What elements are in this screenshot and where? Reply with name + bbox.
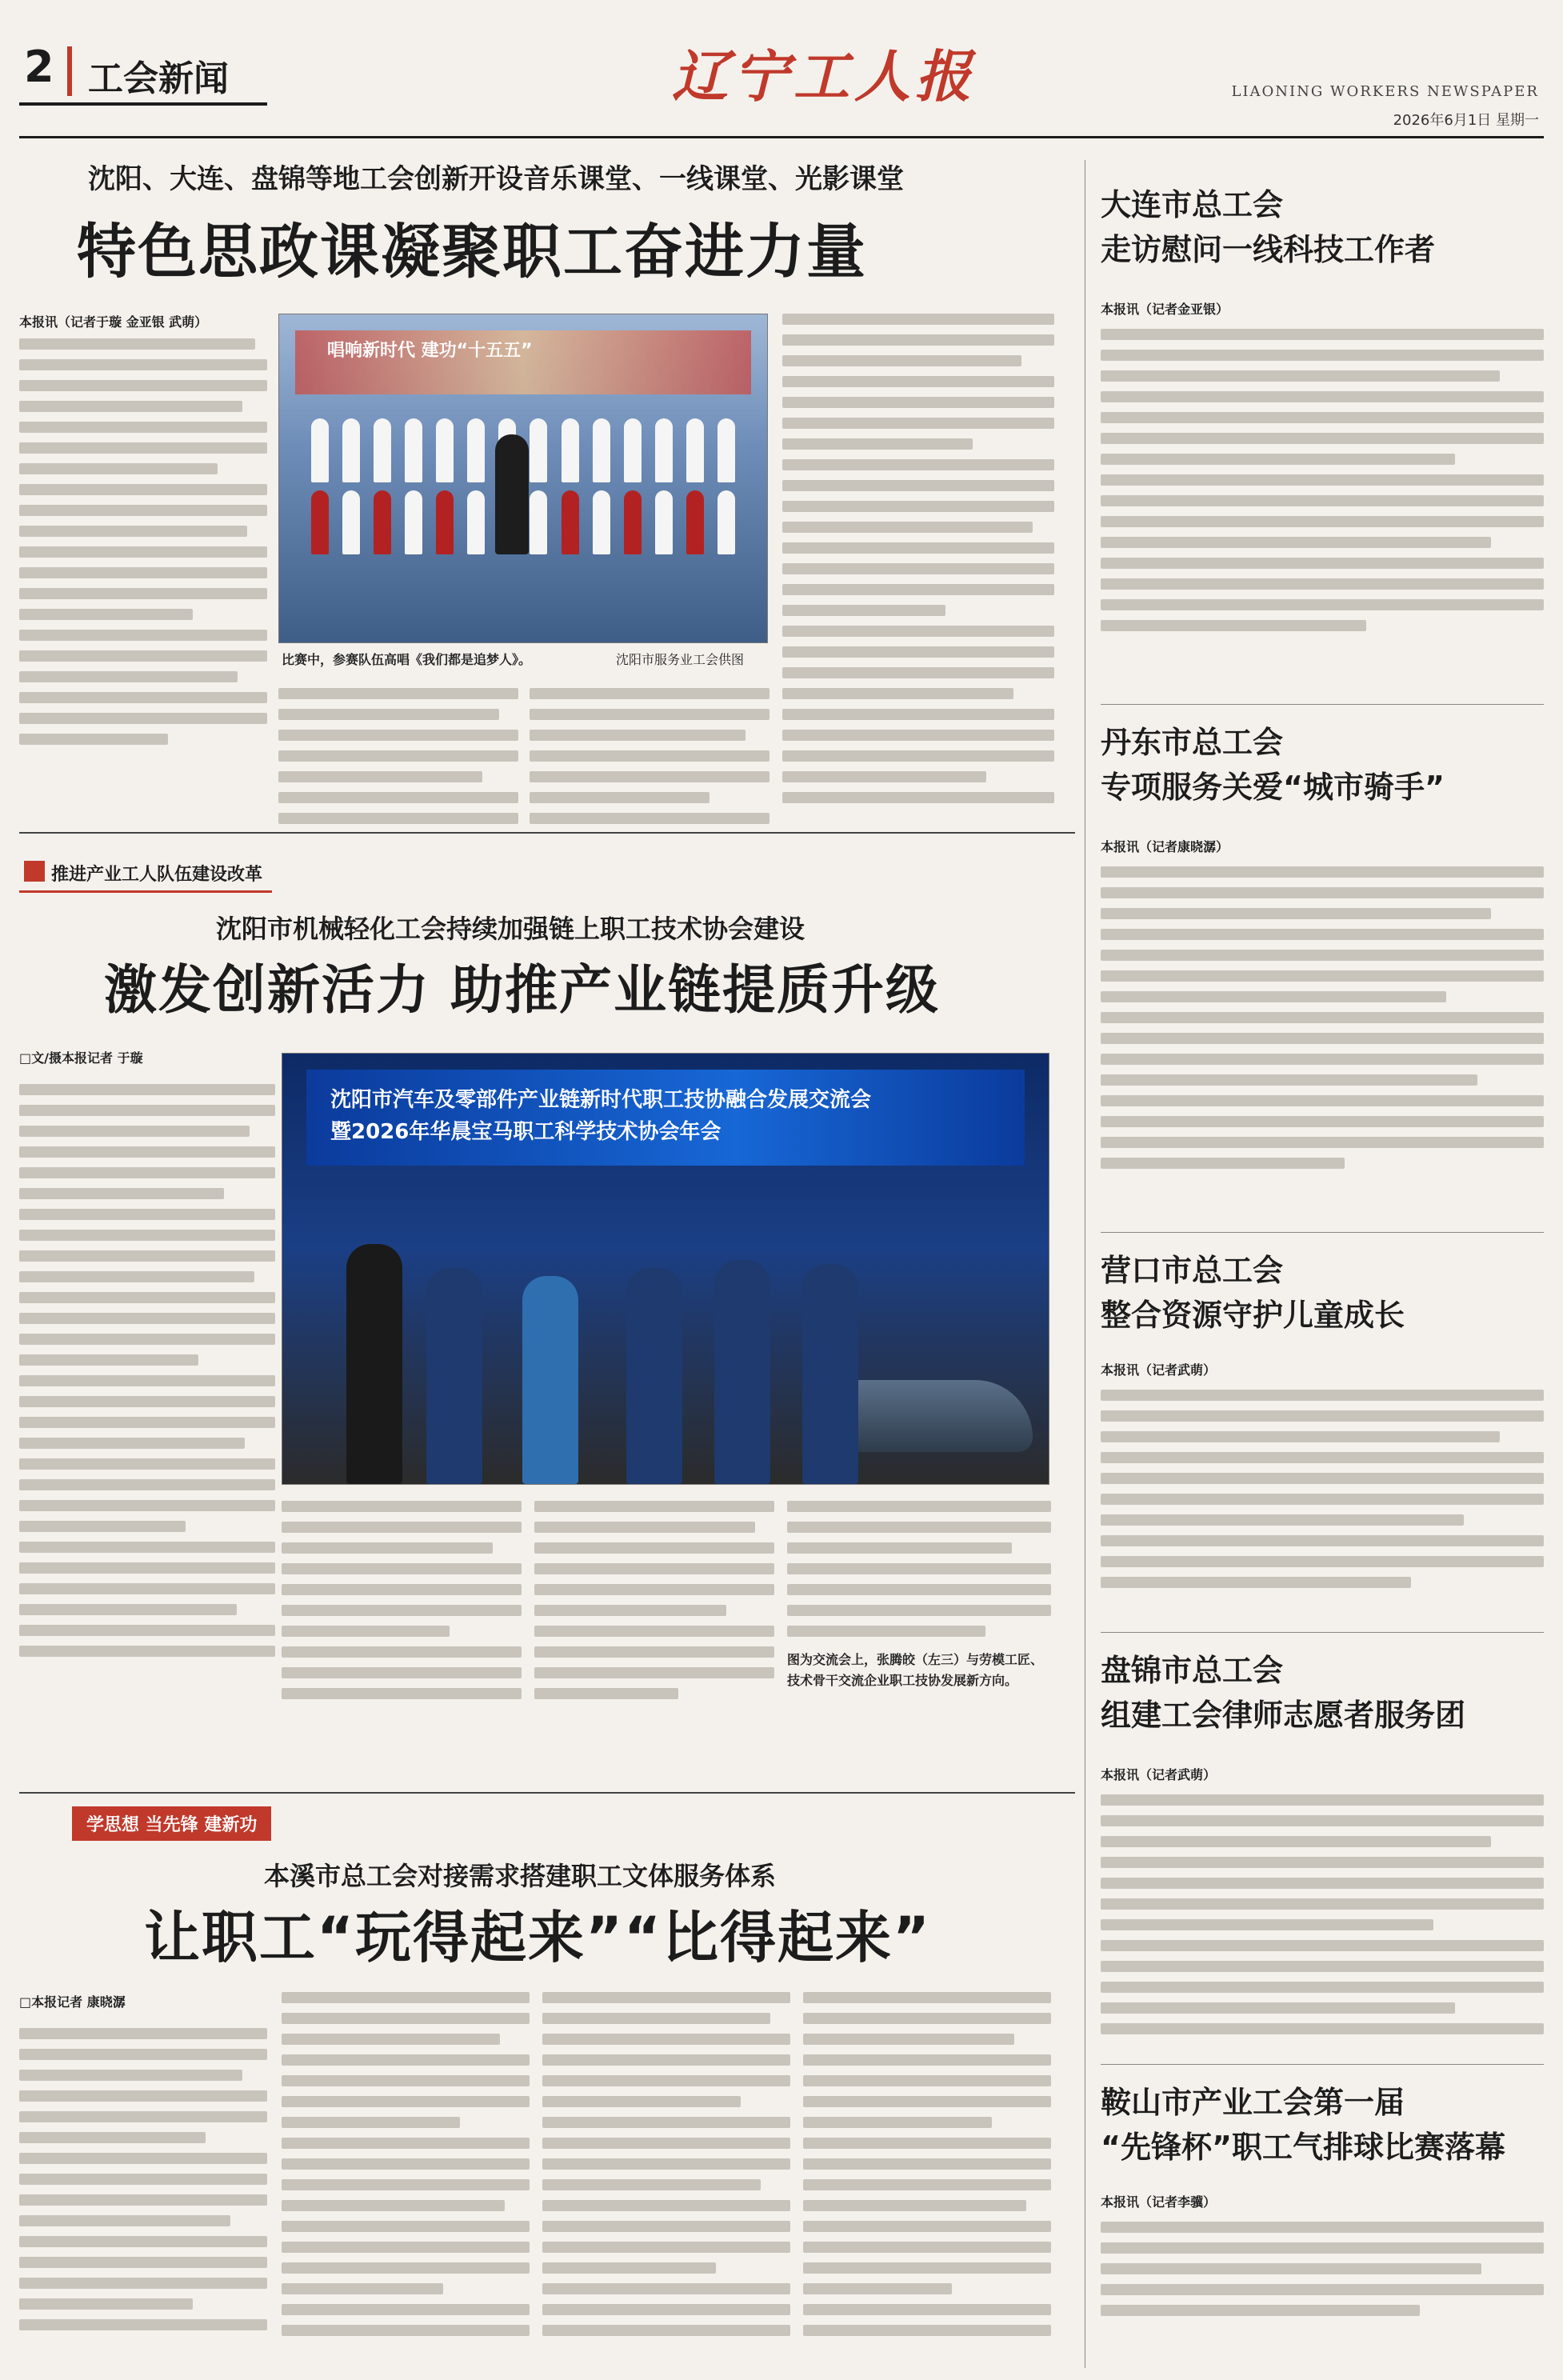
brief-dandong: [1101, 720, 1544, 1169]
story2-col1: [19, 1048, 275, 1640]
story3-col1: [19, 1992, 267, 2330]
story1-byline: 本报讯（记者于璇 金亚银 武萌）: [19, 314, 208, 330]
brief-headline: 组建工会律师志愿者服务团: [1101, 1698, 1466, 1733]
story3-byline: □本报记者 康晓潺: [19, 1994, 126, 2010]
story3-section-tag: 学思想 当先锋 建新功: [72, 1806, 271, 1841]
section-underline: [19, 102, 267, 106]
story1-body-text: [19, 338, 267, 745]
story2-photo-caption: 图为交流会上，张腾皎（左三）与劳模工匠、技术骨干交流企业职工技协发展新方向。: [787, 1652, 1044, 1688]
stage-banner-text: 唱响新时代 建功“十五五”: [327, 341, 533, 361]
issue-date: 2026年6月1日 星期一: [1393, 112, 1539, 129]
brief-headline: 大连市总工会: [1101, 187, 1284, 222]
person-figure: [426, 1268, 482, 1484]
section-title: 工会新闻: [88, 58, 229, 99]
brief-anshan: [1101, 2080, 1544, 2316]
brief-body-text: [1101, 866, 1544, 1169]
newspaper-english-title: LIAONING WORKERS NEWSPAPER: [1231, 83, 1539, 100]
story3-headline: 让职工“玩得起来”“比得起来”: [144, 1905, 932, 1970]
brief-headline: 营口市总工会: [1101, 1253, 1284, 1288]
event-screen-text: 沈阳市汽车及零部件产业链新时代职工技协融合发展交流会 暨2026年华晨宝马职工科学技术协会年会: [330, 1088, 872, 1144]
brief-divider: [1101, 1232, 1544, 1233]
story1-col4-text: [782, 314, 1054, 803]
story3-col3-text: [542, 1992, 790, 2336]
brief-byline: 本报讯（记者武萌）: [1101, 1362, 1217, 1378]
story1-kicker: 沈阳、大连、盘锦等地工会创新开设音乐课堂、一线课堂、光影课堂: [88, 163, 904, 195]
brief-headline: “先锋杯”职工气排球比赛落幕: [1101, 2130, 1505, 2165]
story2-col3-text: [534, 1501, 774, 1699]
person-figure: [802, 1264, 858, 1484]
story3-col4-text: [803, 1992, 1051, 2336]
story3-col2-text: [282, 1992, 530, 2336]
person-figure: [346, 1244, 402, 1484]
story1-col2-text: [278, 688, 518, 824]
story1-photo-credit: 沈阳市服务业工会供图: [616, 652, 745, 667]
newspaper-logo: 辽宁工人报: [672, 43, 976, 110]
person-figure: [714, 1260, 770, 1484]
brief-divider: [1101, 704, 1544, 705]
brief-dalian: [1101, 182, 1544, 631]
brief-byline: 本报讯（记者武萌）: [1101, 1767, 1217, 1782]
brief-body-text: [1101, 1390, 1544, 1588]
brief-headline: 整合资源守护儿童成长: [1101, 1298, 1405, 1333]
brief-byline: 本报讯（记者李骥）: [1101, 2194, 1217, 2210]
story3-kicker: 本溪市总工会对接需求搭建职工文体服务体系: [264, 1861, 777, 1891]
story2-section-tag: 推进产业工人队伍建设改革: [19, 856, 272, 893]
masthead-rule: [19, 136, 1544, 138]
story1-col3-text: [530, 688, 770, 824]
conductor-figure: [495, 434, 529, 554]
story1-headline: 特色思政课凝聚职工奋进力量: [77, 218, 867, 286]
brief-yingkou: [1101, 1248, 1544, 1588]
story3-col1-text: [19, 2028, 267, 2330]
story2-col2-text: [282, 1501, 522, 1699]
story2-photo: [282, 1053, 1049, 1485]
brief-divider: [1101, 1632, 1544, 1633]
brief-panjin: [1101, 1648, 1544, 2034]
brief-headline: 走访慰问一线科技工作者: [1101, 232, 1436, 267]
story1-photo-caption: 比赛中，参赛队伍高唱《我们都是追梦人》。: [282, 652, 532, 667]
brief-divider: [1101, 2064, 1544, 2065]
story2-body-text: [19, 1084, 275, 1657]
section-flag-icon: [24, 861, 45, 882]
brief-headline: 盘锦市总工会: [1101, 1653, 1284, 1688]
person-figure: [626, 1268, 682, 1484]
story1-bottom-rule: [19, 832, 1075, 834]
brief-byline: 本报讯（记者金亚银）: [1101, 302, 1229, 317]
story2-byline: □文/摄本报记者 于璇: [19, 1050, 143, 1066]
brief-body-text: [1101, 329, 1544, 631]
page-number-divider: [67, 46, 72, 96]
page-number: 2: [24, 42, 54, 92]
story2-kicker: 沈阳市机械轻化工会持续加强链上职工技术协会建设: [216, 914, 805, 944]
brief-byline: 本报讯（记者康晓潺）: [1101, 839, 1229, 854]
brief-headline: 丹东市总工会: [1101, 725, 1284, 760]
brief-body-text: [1101, 1794, 1544, 2034]
story2-col4: [787, 1501, 1051, 1691]
person-figure: [522, 1276, 578, 1484]
story2-headline: 激发创新活力 助推产业链提质升级: [104, 959, 940, 1021]
brief-body-text: [1101, 2222, 1544, 2316]
story2-bottom-rule: [19, 1792, 1075, 1794]
brief-headline: 专项服务关爱“城市骑手”: [1101, 770, 1445, 805]
story2-col4-text: [787, 1501, 1051, 1637]
brief-headline: 鞍山市产业工会第一届: [1101, 2085, 1405, 2120]
story1-photo: [278, 314, 768, 643]
story1-col1: [19, 312, 267, 776]
